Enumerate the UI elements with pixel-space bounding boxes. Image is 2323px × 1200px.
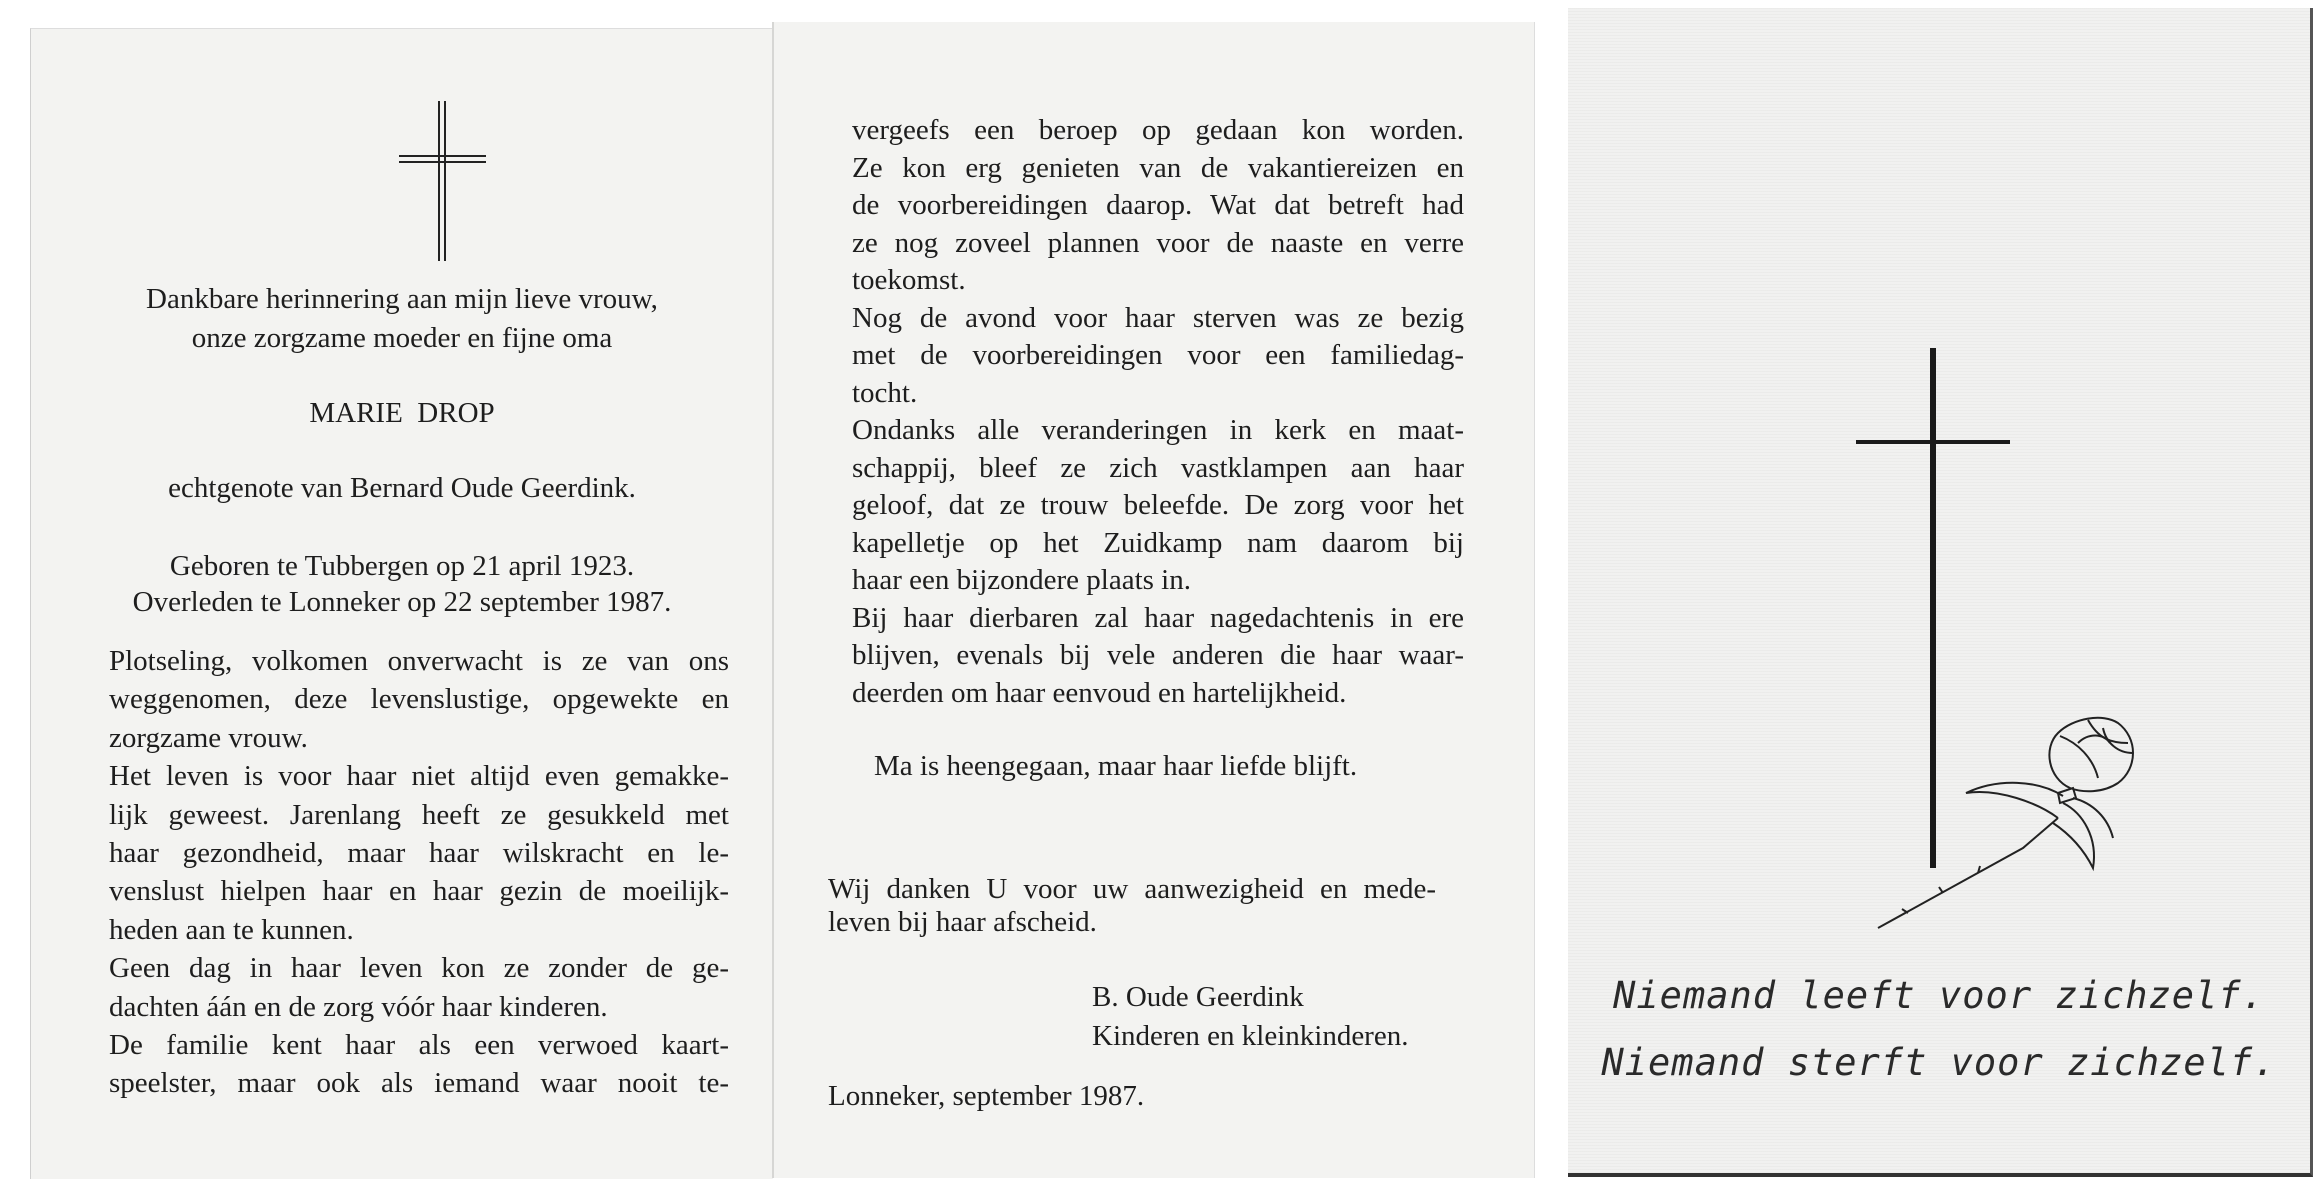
body-text-line: De familie kent haar als een verwoed kaart- <box>109 1029 729 1061</box>
body-text-line: Ondanks alle veranderingen in kerk en maat- <box>852 414 1464 446</box>
body-text-line: zorgzame vrouw. <box>109 721 308 754</box>
body-text-line: deerden om haar eenvoud en hartelijkheid. <box>852 676 1347 709</box>
body-text-line: blijven, evenals bij vele anderen die haar waar- <box>852 639 1464 671</box>
signature-line-1: B. Oude Geerdink <box>1092 981 1304 1013</box>
farewell-line: Ma is heengegaan, maar haar liefde blijft. <box>874 750 1358 782</box>
death-line: Overleden te Lonneker op 22 september 1987. <box>132 586 672 618</box>
body-text-line: Bij haar dierbaren zal haar nagedachtenis in ere <box>852 601 1464 634</box>
body-text-line: dachten áán en de zorg vóór haar kinderen. <box>109 990 608 1023</box>
deceased-name: MARIE DROP <box>309 397 495 429</box>
card-inner-left-panel <box>30 28 773 1179</box>
cross-icon <box>1856 348 2010 868</box>
body-text-line: kapelletje op het Zuidkamp nam daarom bij <box>852 526 1464 559</box>
body-text-line: de voorbereidingen daarop. Wat dat betreft had <box>852 189 1464 221</box>
body-text-line: Geen dag in haar leven kon ze zonder de ge- <box>109 952 729 985</box>
body-text-line: haar gezondheid, maar haar wilskracht en le- <box>109 837 729 869</box>
thanks-line-2: leven bij haar afscheid. <box>828 906 1097 938</box>
body-text-line: Het leven is voor haar niet altijd even gemakke- <box>109 760 729 793</box>
body-text-line: venslust hielpen haar en haar gezin de moeilijk- <box>109 875 729 908</box>
signature-line-2: Kinderen en kleinkinderen. <box>1092 1020 1409 1052</box>
rose-icon <box>1878 718 2133 928</box>
motto-line-1: Niemand leeft voor zichzelf. <box>1613 974 2265 1017</box>
body-text-line: Plotseling, volkomen onverwacht is ze van ons <box>109 645 729 677</box>
spouse-line: echtgenote van Bernard Oude Geerdink. <box>168 472 636 504</box>
body-text-line: lijk geweest. Jarenlang heeft ze gesukkeld met <box>109 798 729 831</box>
cross-with-rose-illustration <box>1848 348 2168 938</box>
thanks-line-1: Wij danken U voor uw aanwezigheid en mede- <box>828 873 1436 905</box>
body-text-line: speelster, maar ook als iemand waar nooit te- <box>109 1067 729 1100</box>
body-text-line: tocht. <box>852 376 918 409</box>
body-text-line: heden aan te kunnen. <box>109 913 354 946</box>
card-inner-right-panel <box>772 22 1535 1178</box>
body-text-line: haar een bijzondere plaats in. <box>852 564 1191 596</box>
body-text-line: vergeefs een beroep op gedaan kon worden. <box>852 114 1464 146</box>
body-text-line: ze nog zoveel plannen voor de naaste en verre <box>852 226 1464 259</box>
body-text-line: Ze kon erg genieten van de vakantiereizen en <box>852 151 1464 184</box>
cover-card <box>1568 8 2313 1177</box>
body-text-line: schappij, bleef ze zich vastklampen aan haar <box>852 451 1464 484</box>
body-text-line: geloof, dat ze trouw beleefde. De zorg voor het <box>852 489 1464 521</box>
place-date: Lonneker, september 1987. <box>828 1080 1145 1112</box>
body-text-line: Nog de avond voor haar sterven was ze bezig <box>852 301 1464 334</box>
birth-line: Geboren te Tubbergen op 21 april 1923. <box>169 550 635 582</box>
body-text-line: toekomst. <box>852 264 966 296</box>
body-text-line: met de voorbereidingen voor een familiedag- <box>852 339 1464 371</box>
intro-line-2: onze zorgzame moeder en fijne oma <box>191 322 613 354</box>
body-text-line: weggenomen, deze levenslustige, opgewekte en <box>109 683 729 716</box>
intro-line-1: Dankbare herinnering aan mijn lieve vrouw, <box>146 283 658 315</box>
double-cross-icon <box>391 101 491 261</box>
motto-line-2: Niemand sterft voor zichzelf. <box>1601 1041 2277 1084</box>
